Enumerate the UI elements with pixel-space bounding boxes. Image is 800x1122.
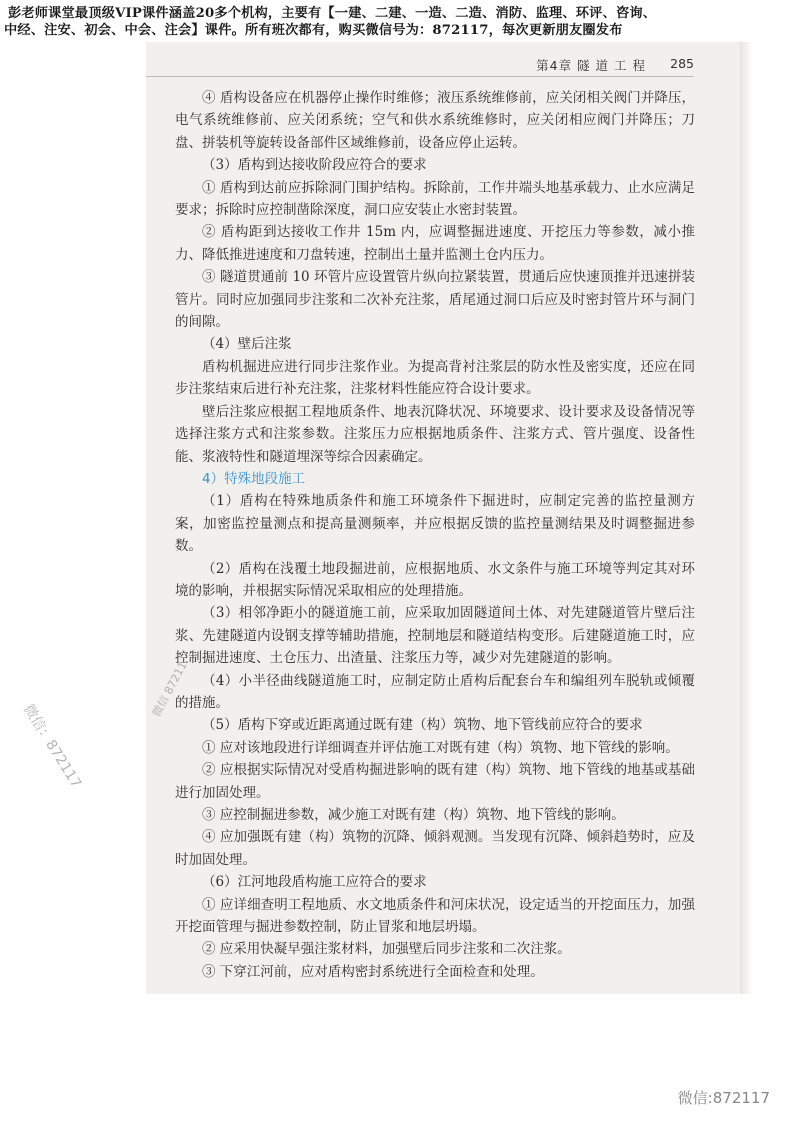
paragraph: ① 应详细查明工程地质、水文地质条件和河床状况，设定适当的开挖面压力，加强开挖面管理与掘进参数控制，防止冒浆和地层坍塌。 [175,896,695,936]
banner-line-2: 中经、注安、初会、中会、注会】课件。所有班次都有，购买微信号为：872117，每次更新朋友圈发布 [4,23,623,38]
paragraph: ① 盾构到达前应拆除洞门围护结构。拆除前，工作井端头地基承载力、止水应满足要求；拆除时应控制凿除深度，洞口应安装止水密封装置。 [175,179,695,219]
paragraph: （4）壁后注浆 [202,336,292,353]
section-heading: 4）特殊地段施工 [202,470,306,487]
paragraph: ④ 应加强既有建（构）筑物的沉降、倾斜观测。当发现有沉降、倾斜趋势时，应及时加固处理。 [175,829,695,868]
paragraph: 壁后注浆应根据工程地质条件、地表沉降状况、环境要求、设计要求及设备情况等选择注浆方式和注浆参数。注浆压力应根据地质条件、注浆方式、管片强度、设备性能、浆液特性和隧道埋深等综合因素确定。 [175,403,695,465]
running-header [146,52,694,77]
paragraph: （5）盾构下穿或近距离通过既有建（构）筑物、地下管线前应符合的要求 [202,717,643,734]
paragraph: ④ 盾构设备应在机器停止操作时维修；液压系统维修前，应关闭相关阀门并降压，电气系统维修前、应关闭系统；空气和供水系统维修时，应关闭相应阀门并降压；刀盘、拼装机等旋转设备部件区域维修前，设备应停止运转。 [175,90,695,151]
paragraph: （2）盾构在浅覆土地段掘进前，应根据地质、水文条件与施工环境等判定其对环境的影响，并根据实际情况采取相应的处理措施。 [175,560,695,599]
paragraph: ③ 隧道贯通前 10 环管片应设置管片纵向拉紧装置，贯通后应快速顶推并迅速拼装管片。同时应加强同步注浆和二次补充注浆，盾尾通过洞口后应及时密封管片环与洞门的间隙。 [175,269,695,331]
paragraph: ② 应采用快凝早强注浆材料，加强壁后同步注浆和二次注浆。 [202,941,571,958]
chapter-title: 第4章 隧 道 工 程 [536,58,646,73]
paragraph: ① 应对该地段进行详细调查并评估施工对既有建（构）筑物、地下管线的影响。 [202,739,679,756]
paragraph: ② 盾构距到达接收工作井 15m 内，应调整掘进速度、开挖压力等参数，减小推力、降低推进速度和刀盘转速，控制出土量并监测土仓内压力。 [175,224,695,263]
paragraph: 盾构机掘进应进行同步注浆作业。为提高背衬注浆层的防水性及密实度，还应在同步注浆结束后进行补充注浆，注浆材料性能应符合设计要求。 [175,358,695,398]
paragraph: （3）相邻净距小的隧道施工前，应采取加固隧道间土体、对先建隧道管片壁后注浆、先建隧道内设钢支撑等辅助措施，控制地层和隧道结构变形。后建隧道施工时，应控制掘进速度、土仓压力、出渣量、注浆压力等，减少对先建隧道的影响。 [175,605,695,667]
paragraph: ③ 应控制掘进参数，减少施工对既有建（构）筑物、地下管线的影响。 [202,807,625,823]
banner-line-1: 彭老师课堂最顶级VIP课件涵盖20多个机构，主要有【一建、二建、一造、二造、消防、监理、环评、咨询、 [8,6,657,21]
watermark-mid: 微信 87211 [149,659,190,720]
paragraph: （1）盾构在特殊地质条件和施工环境条件下掘进时，应制定完善的监控量测方案，加密监控量测点和提高量测频率，并应根据反馈的监控量测结果及时调整掘进参数。 [175,493,695,555]
watermark-left: 微信：872117 [19,701,85,792]
paragraph: （6）江河地段盾构施工应符合的要求 [202,874,427,891]
body-text [175,87,695,983]
watermark-footer: 微信:872117 [677,1089,770,1107]
paragraph: （3）盾构到达接收阶段应符合的要求 [202,157,427,174]
page-edge [741,36,753,994]
paragraph: ③ 下穿江河前，应对盾构密封系统进行全面检查和处理。 [202,963,544,980]
paragraph: ② 应根据实际情况对受盾构掘进影响的既有建（构）筑物、地下管线的地基或基础进行加固处理。 [175,762,695,801]
paragraph: （4）小半径曲线隧道施工时，应制定防止盾构后配套台车和编组列车脱轨或倾覆的措施。 [175,672,695,711]
top-banner [0,0,800,42]
page-number: 285 [670,56,694,71]
